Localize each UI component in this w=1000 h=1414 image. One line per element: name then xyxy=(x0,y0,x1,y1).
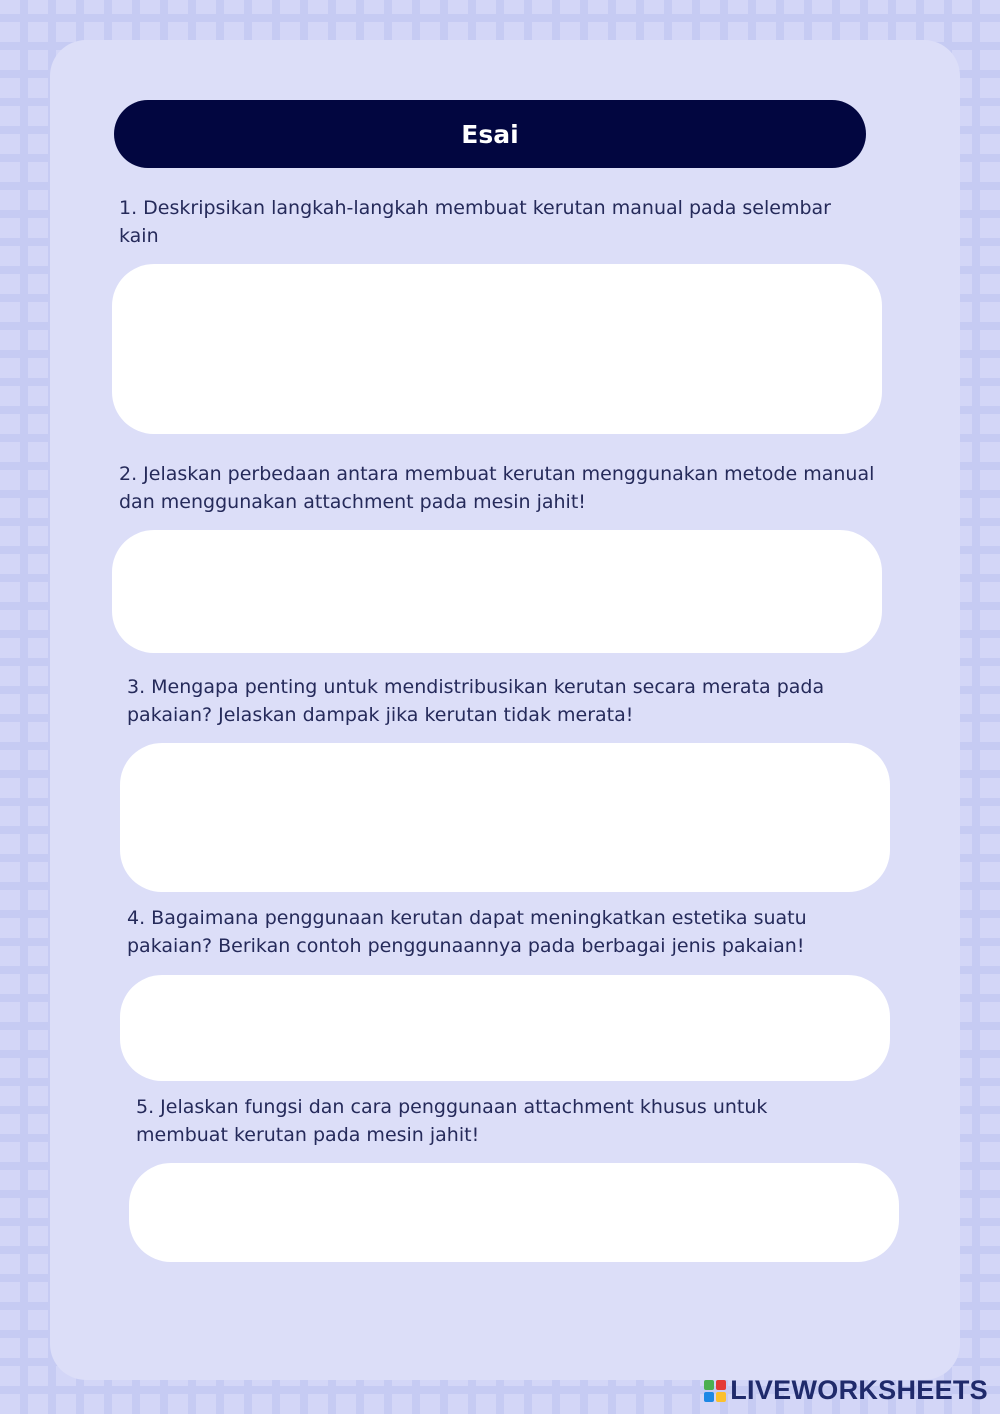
question-3: 3. Mengapa penting untuk mendistribusikan kerutan secara merata pada pakaian? Jelaskan dampak jika kerutan tidak merata! xyxy=(127,676,825,726)
question-1: 1. Deskripsikan langkah-langkah membuat kerutan manual pada selembar kain xyxy=(119,197,831,247)
page-title-text: Esai xyxy=(461,119,519,149)
answer-input-2[interactable] xyxy=(112,530,882,653)
question-2: 2. Jelaskan perbedaan antara membuat kerutan menggunakan metode manual dan menggunakan attachment pada mesin jahit! xyxy=(119,463,875,513)
answer-input-1[interactable] xyxy=(112,264,882,434)
answer-input-4[interactable] xyxy=(120,975,890,1081)
brand-name: LIVEWORKSHEETS xyxy=(730,1375,988,1405)
page-title xyxy=(114,100,866,168)
answer-input-3[interactable] xyxy=(120,743,890,892)
question-5: 5. Jelaskan fungsi dan cara penggunaan attachment khusus untuk membuat kerutan pada mesin jahit! xyxy=(136,1096,768,1146)
question-4: 4. Bagaimana penggunaan kerutan dapat meningkatkan estetika suatu pakaian? Berikan contoh penggunaannya pada berbagai jenis pakaian! xyxy=(127,907,807,957)
liveworksheets-brand[interactable] xyxy=(704,1375,988,1406)
answer-input-5[interactable] xyxy=(129,1163,899,1262)
liveworksheets-logo-icon xyxy=(704,1380,726,1402)
